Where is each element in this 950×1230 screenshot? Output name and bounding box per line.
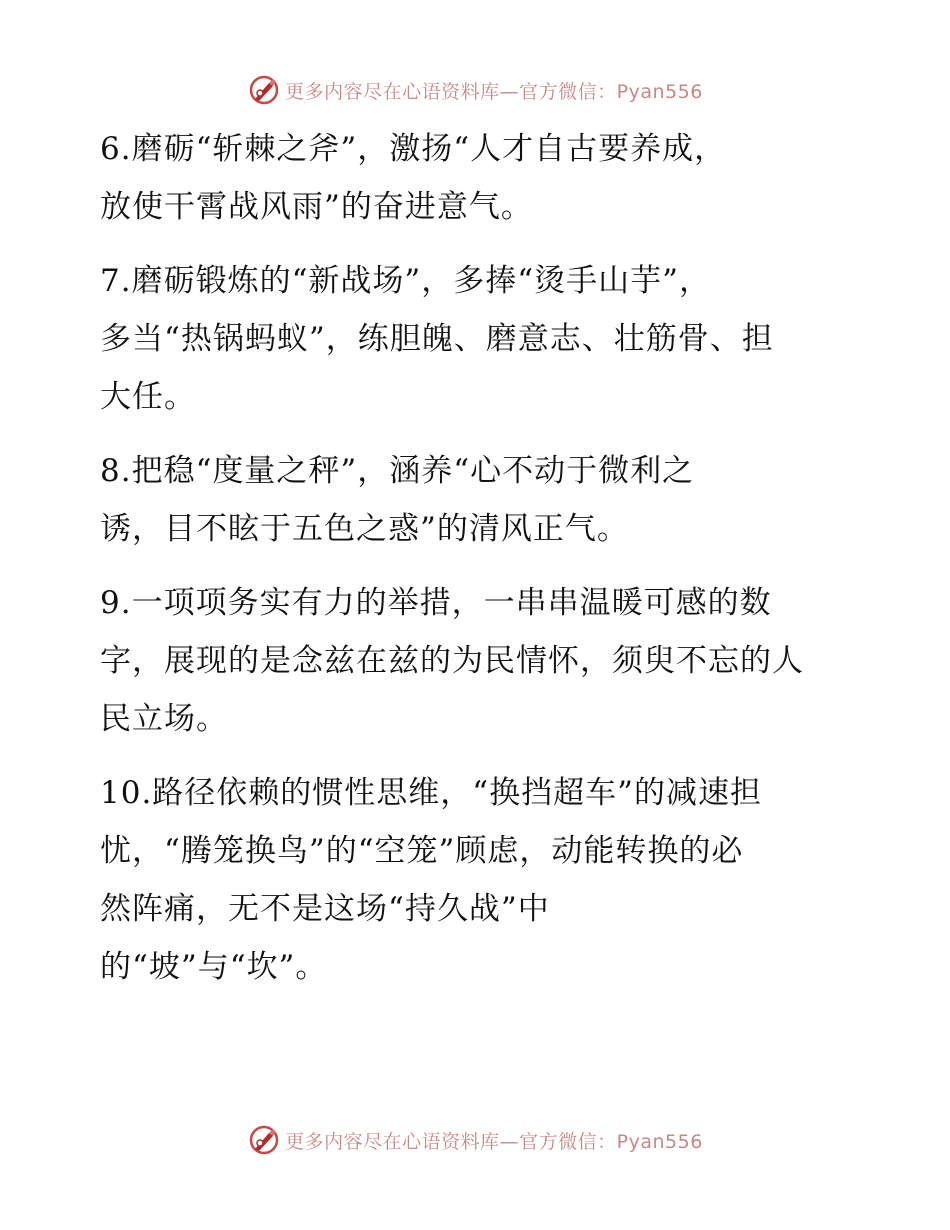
paragraph-line: 9.一项项务实有力的举措，一串串温暖可感的数 <box>100 585 772 621</box>
header-banner-text <box>285 77 703 104</box>
paragraph-10 <box>100 764 860 996</box>
paragraph-8 <box>100 442 860 558</box>
paragraph-line: 放使干霄战风雨”的奋进意气。 <box>100 189 533 225</box>
paragraph-line: 的“坡”与“坎”。 <box>100 949 328 985</box>
paragraph-7 <box>100 252 860 426</box>
pen-logo-icon <box>247 1123 281 1157</box>
paragraph-6 <box>100 120 860 236</box>
pen-logo-icon <box>247 73 281 107</box>
paragraph-line: 忧，“腾笼换鸟”的“空笼”顾虑，动能转换的必 <box>100 833 744 869</box>
paragraph-line: 10.路径依赖的惯性思维，“换挡超车”的减速担 <box>100 775 762 811</box>
paragraph-line: 民立场。 <box>100 701 228 737</box>
paragraph-line: 大任。 <box>100 379 196 415</box>
document-body <box>100 120 860 1012</box>
paragraph-line: 6.磨砺“斩棘之斧”，激扬“人才自古要养成， <box>100 131 727 167</box>
footer-banner-text <box>285 1127 703 1154</box>
footer-banner <box>0 1120 950 1160</box>
paragraph-line: 然阵痛，无不是这场“持久战”中 <box>100 891 550 927</box>
header-banner-label: 更多内容尽在心语资料库—官方微信： <box>285 80 617 103</box>
footer-wechat-id: Pyan556 <box>616 1130 703 1153</box>
paragraph-line: 字，展现的是念兹在兹的为民情怀，须臾不忘的人 <box>100 643 804 679</box>
paragraph-line: 8.把稳“度量之秤”，涵养“心不动于微利之 <box>100 453 695 489</box>
header-wechat-id: Pyan556 <box>616 80 703 103</box>
paragraph-line: 诱，目不眩于五色之惑”的清风正气。 <box>100 511 629 547</box>
paragraph-line: 多当“热锅蚂蚁”，练胆魄、磨意志、壮筋骨、担 <box>100 321 774 357</box>
paragraph-9 <box>100 574 860 748</box>
footer-banner-label: 更多内容尽在心语资料库—官方微信： <box>285 1130 617 1153</box>
header-banner <box>0 70 950 110</box>
paragraph-line: 7.磨砺锻炼的“新战场”，多捧“烫手山芋”， <box>100 263 711 299</box>
